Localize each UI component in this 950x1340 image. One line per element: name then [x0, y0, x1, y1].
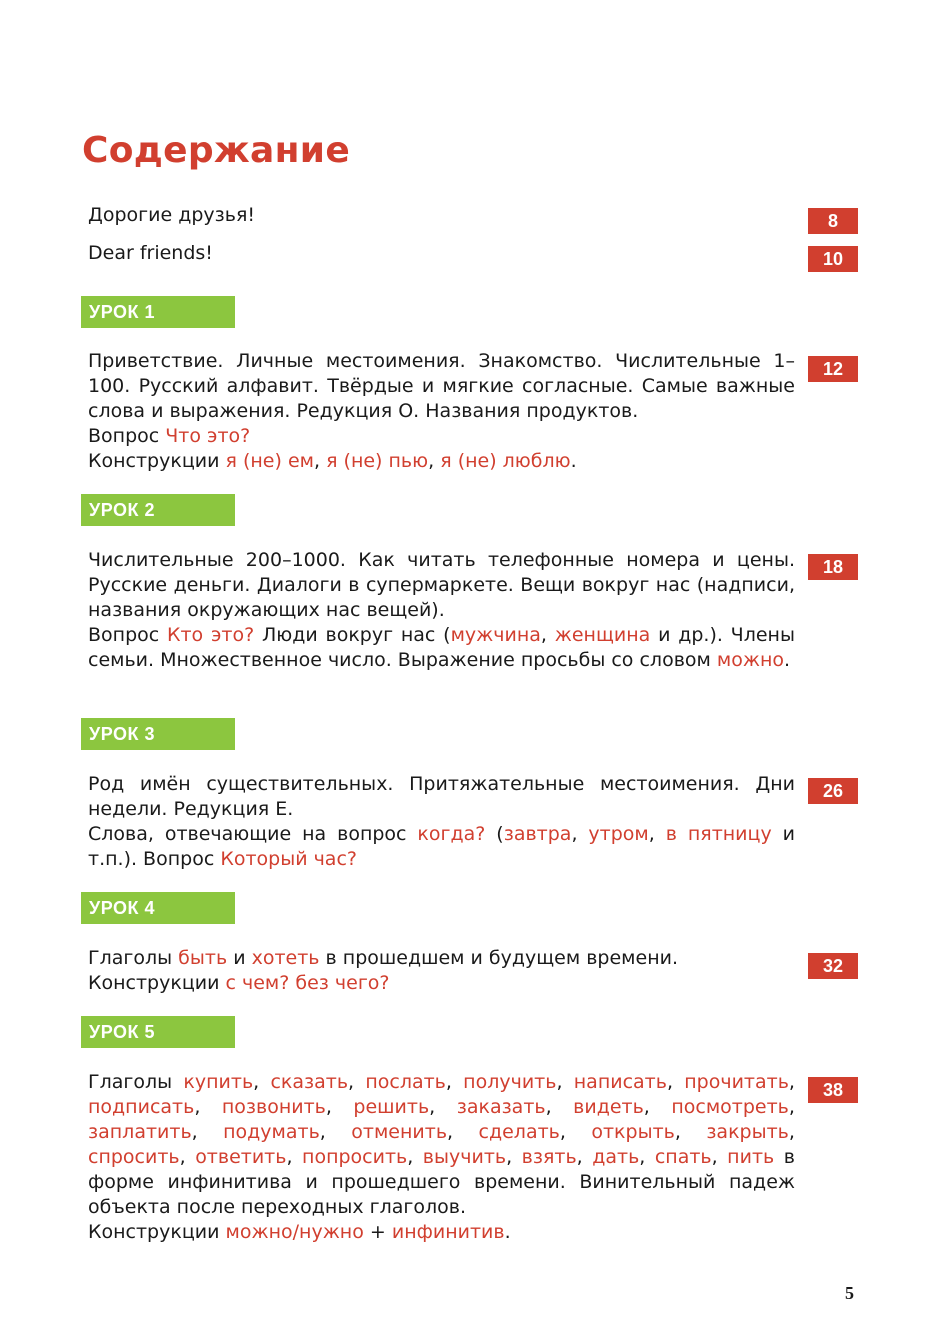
highlighted-term: Который час? — [220, 848, 357, 870]
highlighted-term: выучить — [422, 1146, 507, 1168]
text-run: . — [784, 649, 791, 671]
lesson-label[interactable]: УРОК 2 — [81, 494, 235, 526]
lesson-paragraph — [88, 424, 795, 449]
lesson-paragraph — [88, 971, 795, 996]
text-run: Вопрос — [88, 425, 166, 447]
text-run: , — [445, 1071, 464, 1093]
toc-entry-dear-friends-ru[interactable]: Дорогие друзья! — [88, 204, 256, 226]
page-title: Содержание — [82, 130, 351, 171]
highlighted-term: в пятницу — [665, 823, 772, 845]
text-run: , — [788, 1096, 795, 1118]
highlighted-term: посмотреть — [671, 1096, 789, 1118]
highlighted-term: спросить — [88, 1146, 180, 1168]
text-run: , — [545, 1096, 574, 1118]
highlighted-term: инфинитив — [391, 1221, 505, 1243]
text-run: , — [191, 1121, 224, 1143]
page-badge[interactable]: 8 — [808, 208, 858, 234]
lesson-description — [88, 548, 795, 673]
lesson-paragraph — [88, 623, 795, 673]
lesson-paragraph — [88, 822, 795, 872]
highlighted-term: когда? — [417, 823, 486, 845]
text-run: , — [447, 1121, 479, 1143]
page-badge[interactable]: 32 — [808, 953, 858, 979]
highlighted-term: Что это? — [165, 425, 251, 447]
lesson-label[interactable]: УРОК 5 — [81, 1016, 235, 1048]
highlighted-term: взять — [521, 1146, 577, 1168]
text-run: в форме инфинитива и прошедшего времени. Винительный падеж объекта после переходных глаголов. — [88, 1146, 795, 1218]
highlighted-term: заказать — [456, 1096, 546, 1118]
text-run: , — [319, 1121, 352, 1143]
lesson-description — [88, 946, 795, 996]
text-run: и др.). Члены семьи. Множественное число. Выражение просьбы со словом — [88, 624, 795, 671]
text-run: , — [348, 1071, 366, 1093]
highlighted-term: купить — [183, 1071, 254, 1093]
page-badge[interactable]: 10 — [808, 246, 858, 272]
page-number: 5 — [845, 1283, 854, 1303]
highlighted-term: Кто это? — [167, 624, 255, 646]
highlighted-term: сказать — [270, 1071, 349, 1093]
text-run: Числительные 200–1000. Как читать телефонные номера и цены. Русские деньги. Диалоги в супермаркете. Вещи вокруг нас (надписи, названия окружающих нас вещей). — [88, 549, 795, 621]
text-run: , — [179, 1146, 196, 1168]
highlighted-term: с чем? без чего? — [225, 972, 390, 994]
highlighted-term: я (не) ем — [225, 450, 314, 472]
highlighted-term: подумать — [223, 1121, 320, 1143]
text-run: , — [788, 1121, 795, 1143]
lesson-label[interactable]: УРОК 3 — [81, 718, 235, 750]
highlighted-term: попросить — [302, 1146, 408, 1168]
text-run: , — [325, 1096, 354, 1118]
highlighted-term: видеть — [573, 1096, 644, 1118]
lesson-description — [88, 1070, 795, 1245]
text-run: Слова, отвечающие на вопрос — [88, 823, 418, 845]
text-run: , — [559, 1121, 592, 1143]
text-run: , — [194, 1096, 222, 1118]
text-run: , — [571, 823, 589, 845]
lesson-paragraph — [88, 349, 795, 424]
highlighted-term: спать — [654, 1146, 712, 1168]
lesson-paragraph — [88, 772, 795, 822]
text-run: , — [556, 1071, 574, 1093]
text-run: , — [428, 450, 441, 472]
highlighted-term: открыть — [591, 1121, 675, 1143]
text-run: , — [506, 1146, 522, 1168]
highlighted-term: позвонить — [221, 1096, 326, 1118]
highlighted-term: женщина — [554, 624, 651, 646]
highlighted-term: быть — [178, 947, 228, 969]
text-run: , — [407, 1146, 423, 1168]
page-badge[interactable]: 18 — [808, 554, 858, 580]
highlighted-term: хотеть — [251, 947, 320, 969]
lesson-description — [88, 772, 795, 872]
lesson-paragraph — [88, 946, 795, 971]
text-run: , — [666, 1071, 685, 1093]
lesson-paragraph — [88, 548, 795, 623]
text-run: . — [504, 1221, 511, 1243]
text-run: , — [253, 1071, 271, 1093]
lesson-paragraph — [88, 449, 795, 474]
highlighted-term: решить — [353, 1096, 430, 1118]
toc-entry-dear-friends-en[interactable]: Dear friends! — [88, 242, 213, 264]
text-run: . — [570, 450, 577, 472]
highlighted-term: послать — [365, 1071, 446, 1093]
text-run: , — [648, 823, 666, 845]
lesson-description — [88, 349, 795, 474]
highlighted-term: завтра — [503, 823, 572, 845]
text-run: Конструкции — [88, 1221, 226, 1243]
text-run: , — [711, 1146, 728, 1168]
text-run: , — [540, 624, 555, 646]
highlighted-term: можно — [716, 649, 785, 671]
highlighted-term: я (не) люблю — [440, 450, 571, 472]
highlighted-term: подписать — [88, 1096, 195, 1118]
text-run: Приветствие. Личные местоимения. Знакомство. Числительные 1–100. Русский алфавит. Твёрдые и мягкие согласные. Самые важные слова и выражения. Редукция О. Названия продуктов. — [88, 350, 795, 422]
lesson-label[interactable]: УРОК 4 — [81, 892, 235, 924]
text-run: Глаголы — [88, 1071, 184, 1093]
highlighted-term: написать — [573, 1071, 667, 1093]
highlighted-term: прочитать — [684, 1071, 789, 1093]
highlighted-term: утром — [588, 823, 649, 845]
highlighted-term: получить — [463, 1071, 557, 1093]
text-run: Конструкции — [88, 972, 226, 994]
highlighted-term: можно/нужно — [225, 1221, 364, 1243]
highlighted-term: отменить — [351, 1121, 448, 1143]
text-run: в прошедшем и будущем времени. — [319, 947, 679, 969]
text-run: Люди вокруг нас ( — [254, 624, 451, 646]
page-badge[interactable]: 38 — [808, 1077, 858, 1103]
highlighted-term: заплатить — [88, 1121, 192, 1143]
highlighted-term: дать — [592, 1146, 640, 1168]
lesson-paragraph — [88, 1220, 795, 1245]
text-run: ( — [485, 823, 504, 845]
text-run: и — [227, 947, 252, 969]
text-run: , — [286, 1146, 303, 1168]
highlighted-term: закрыть — [706, 1121, 789, 1143]
text-run: , — [674, 1121, 707, 1143]
text-run: + — [363, 1221, 392, 1243]
highlighted-term: сделать — [478, 1121, 560, 1143]
text-run: Конструкции — [88, 450, 226, 472]
text-run: Вопрос — [88, 624, 167, 646]
page-badge[interactable]: 12 — [808, 356, 858, 382]
text-run: , — [788, 1071, 795, 1093]
highlighted-term: мужчина — [450, 624, 541, 646]
text-run: и т.п.). Вопрос — [88, 823, 795, 870]
page-badge[interactable]: 26 — [808, 778, 858, 804]
text-run: , — [576, 1146, 593, 1168]
lesson-label[interactable]: УРОК 1 — [81, 296, 235, 328]
highlighted-term: я (не) пью — [326, 450, 429, 472]
text-run: Род имён существительных. Притяжательные местоимения. Дни недели. Редукция Е. — [88, 773, 795, 820]
text-run: , — [639, 1146, 655, 1168]
lesson-paragraph — [88, 1070, 795, 1220]
highlighted-term: пить — [727, 1146, 775, 1168]
text-run: , — [643, 1096, 672, 1118]
text-run: , — [313, 450, 327, 472]
highlighted-term: ответить — [195, 1146, 287, 1168]
text-run: , — [429, 1096, 457, 1118]
text-run: Глаголы — [88, 947, 179, 969]
